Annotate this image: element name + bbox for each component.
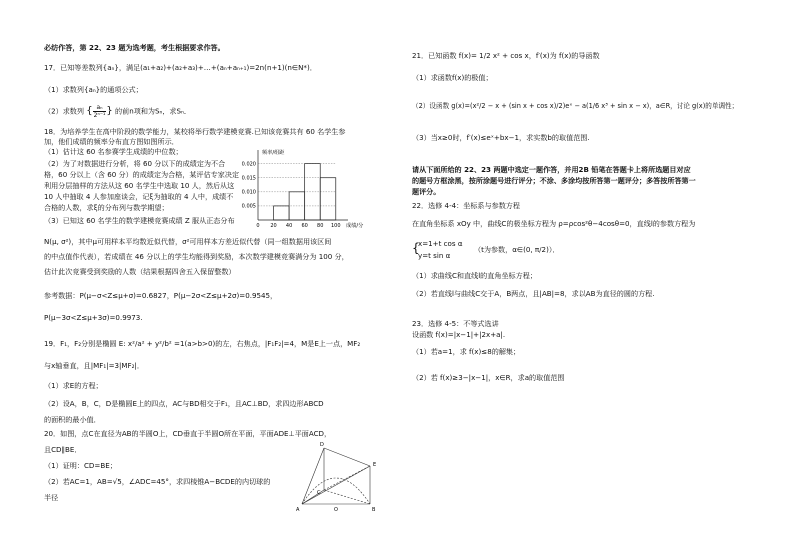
label-d: D xyxy=(320,442,324,448)
q18-line: （1）估计这 60 名参赛学生成绩的中位数； xyxy=(44,147,183,156)
q18-reference: 参考数据：P(μ−σ<Z≤μ+σ)=0.6827，P(μ−2σ<Z≤μ+2σ)=0.9545， xyxy=(44,291,278,300)
frequency-histogram xyxy=(228,144,364,234)
q22-line: （2）若直线l与曲线C交于A，B两点，且|AB|=8，求以AB为直径的圆的方程. xyxy=(412,289,655,298)
q22-line: 22．选修 4-4：坐标系与参数方程 xyxy=(412,201,520,210)
q18-line: 加，他们成绩的频率分布直方图如图所示． xyxy=(44,137,179,146)
q18-line: 10 人中抽取 4 人参加座谈会，记ξ为抽取的 4 人中，成绩不 xyxy=(44,192,234,201)
q17-part1: （1）求数列{aₙ}的通项公式； xyxy=(44,85,143,94)
q20-line: 且CD∥BE． xyxy=(44,445,82,454)
histogram-bar xyxy=(274,206,290,220)
y-tick-label: 0.015 xyxy=(241,175,256,182)
ae-edge xyxy=(302,466,370,504)
instruction-line: 请从下面所给的 22、23 两题中选定一题作答，并用2B 铅笔在答题卡上将所选题目对应 xyxy=(412,165,691,174)
q22-line: （1）求曲线C和直线l的直角坐标方程； xyxy=(412,271,537,280)
y-tick-label: 0.010 xyxy=(241,189,256,196)
q18-line: 利用分层抽样的方法从这 60 名学生中选取 10 人，然后从这 xyxy=(44,181,235,190)
q21-line: （1）求函数f(x)的极值； xyxy=(412,73,493,82)
q19-line: 19．F₁，F₂分别是椭圆 E: x²/a² + y²/b² =1(a>b>0)的左，右焦点，|F₁F₂|=4，M是E上一点，MF₂ xyxy=(44,339,361,348)
q20-line: 20．如图，点C在直径为AB的半圆O上，CD垂直于半圆O所在平面，平面ADE⊥平面ACD， xyxy=(44,429,332,438)
q23-line: （1）若a=1，求 f(x)≤8的解集； xyxy=(412,347,521,356)
q18-reference: P(μ−3σ<Z≤μ+3σ)=0.9973. xyxy=(44,313,143,322)
x-axis-label: 成绩/分 xyxy=(346,223,364,229)
q18-line: 估计此次竞赛受到奖励的人数（结果根据四舍五入保留整数） xyxy=(44,267,236,276)
q22-eq: （t为参数，α∈(0, π/2)）． xyxy=(474,245,560,254)
q18-line: （3）已知这 60 名学生的数学建模竞赛成绩 Z 服从正态分布 xyxy=(44,216,235,225)
instruction-line: 的题号方框涂黑，按所涂题号进行评分；不涂、多涂均按所答第一题评分；多答按所答第一 xyxy=(412,176,696,185)
q18-line: 格，60 分以上（含 60 分）的成绩定为合格，某评估专家决定 xyxy=(44,170,240,179)
q23-line: （2）若 f(x)≥3−|x−1|，x∈R，求a的取值范围 xyxy=(412,373,565,382)
q22-brace: { xyxy=(412,241,420,255)
x-tick-label: 0 xyxy=(256,223,260,229)
q20-line: （1）证明：CD=BE； xyxy=(44,461,117,470)
de-edge xyxy=(324,448,370,466)
ac-edge xyxy=(302,490,324,504)
q17-stem: 17．已知等差数列{aₙ}，满足(a₁+a₂)+(a₂+a₃)+…+(aₙ+aₙ₊₁)=2n(n+1)(n∈N*)． xyxy=(44,63,317,72)
q22-eq: y=t sin α xyxy=(418,251,451,260)
x-tick-label: 80 xyxy=(317,223,324,229)
semicircle-arc xyxy=(302,478,370,504)
pyramid-figure xyxy=(294,432,386,512)
q20-line: 半径 xyxy=(44,493,59,502)
x-tick-label: 100 xyxy=(331,223,341,229)
y-tick-label: 0.005 xyxy=(241,203,256,210)
q17-fraction: $\frac{\text{aₙ}}{\text{2ⁿ⁻¹}}$ xyxy=(93,104,106,119)
y-axis-label: 频率/组距 xyxy=(262,150,285,156)
section-header: 必纺作答，第 22、23 题为选考题，考生根据要求作答。 xyxy=(44,43,225,52)
q19-line: （2）设A，B，C，D是椭圆E上的四点，AC与BD相交于F₁，且AC⊥BD，求四边形ABCD xyxy=(44,399,324,408)
q18-line: 合格的人数，求ξ的分布列与数学期望； xyxy=(44,203,169,212)
q22-eq: x=1+t cos α xyxy=(418,239,463,248)
histogram-marks xyxy=(242,148,364,229)
q19-line: （1）求E的方程； xyxy=(44,381,103,390)
label-c: C xyxy=(317,490,321,496)
instruction-line: 题评分。 xyxy=(412,187,441,196)
label-a: A xyxy=(296,507,300,513)
x-tick-label: 20 xyxy=(270,223,277,229)
q21-line: （3）当x≥0时，f′(x)≤eˣ+bx−1，求实数b的取值范围. xyxy=(412,133,590,142)
label-b: B xyxy=(372,507,376,513)
q23-line: 设函数 f(x)=|x−1|+|2x+a|. xyxy=(412,330,506,339)
q17-part2: （2）求数列 { $\frac{\text{aₙ}}{\text{2ⁿ⁻¹}}$ } 的前n项和为Sₙ，求Sₙ． xyxy=(44,104,191,119)
x-tick-label: 60 xyxy=(301,223,308,229)
q18-line: 18．为培养学生在高中阶段的数学能力，某校将举行数学建模竞赛.已知该竞赛共有 60 名学生参 xyxy=(44,127,346,136)
label-e: E xyxy=(373,462,377,468)
q21-line: （2）设函数 g(x)=(x²/2 − x + (sin x + cos x)/2)eˣ − a(1/6 x³ + sin x − x)，a∈R，讨论 g(x)的单调性； xyxy=(412,102,739,110)
q18-line: N(μ, σ²)，其中μ可用样本平均数近似代替，σ²可用样本方差近似代替（同一组数据用该区间 xyxy=(44,237,332,246)
x-tick-label: 40 xyxy=(285,223,293,229)
y-tick-label: 0.020 xyxy=(241,161,256,168)
q18-line: 的中点值作代表），若成绩在 46 分以上的学生均能得到奖励，本次数学建模竞赛满分为 100 分， xyxy=(44,252,349,261)
q22-line: 在直角坐标系 xOy 中，曲线C的极坐标方程为 ρ=ρcos²θ−4cosθ=0，直线l的参数方程为 xyxy=(412,219,696,228)
q23-line: 23．选修 4-5：不等式选讲 xyxy=(412,319,499,328)
q18-line: （2）为了对数据进行分析，将 60 分以下的成绩定为不合 xyxy=(44,159,226,168)
label-o: O xyxy=(334,507,338,513)
q21-line: 21．已知函数 f(x)= 1/2 x² + cos x，f′(x)为 f(x)的导函数 xyxy=(412,51,600,60)
q19-line: 的面积的最小值． xyxy=(44,415,101,424)
histogram-bar xyxy=(320,178,336,220)
q19-line: 与x轴垂直，且|MF₁|=3|MF₂|． xyxy=(44,361,144,370)
q20-line: （2）若AC=1，AB=√5，∠ADC=45°，求四棱锥A−BCDE的内切球的 xyxy=(44,477,271,486)
ad-edge xyxy=(302,448,324,504)
cb-edge xyxy=(324,490,370,504)
